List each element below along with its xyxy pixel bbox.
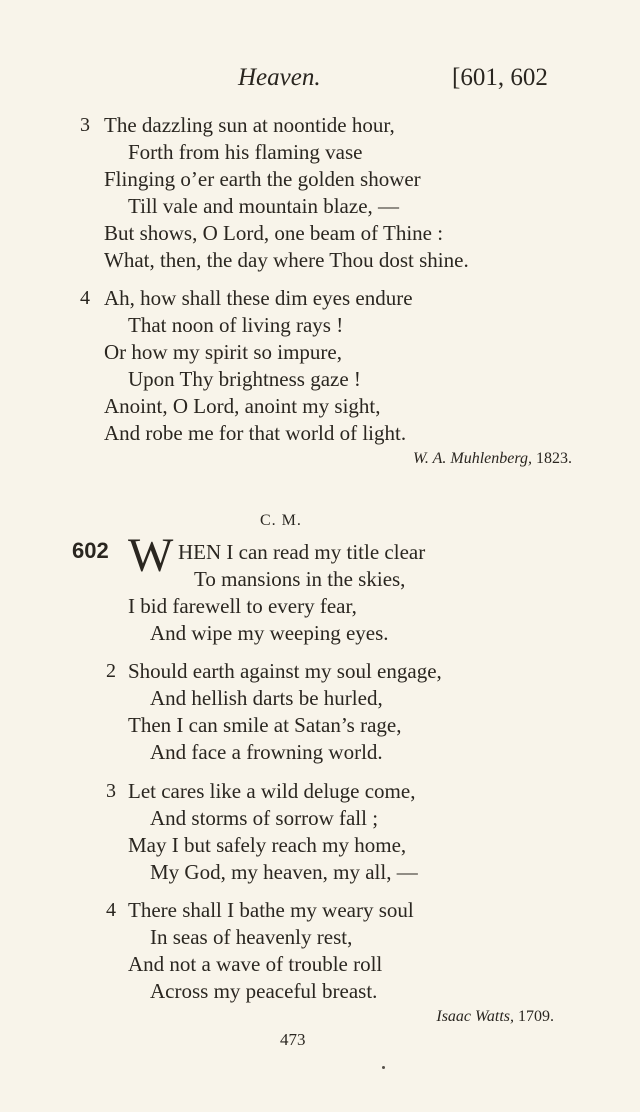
author-name: Isaac Watts, bbox=[436, 1008, 514, 1025]
verse-line: Till vale and mountain blaze, — bbox=[128, 194, 400, 218]
verse-line: There shall I bathe my weary soul bbox=[128, 898, 414, 922]
author-attribution bbox=[436, 1008, 554, 1026]
drop-cap-letter: W bbox=[128, 529, 174, 582]
verse-line: Let cares like a wild deluge come, bbox=[128, 779, 416, 803]
verse-line: I bid farewell to every fear, bbox=[128, 594, 357, 618]
stanza-number: 4 bbox=[80, 287, 90, 309]
verse-line: Then I can smile at Satan’s rage, bbox=[128, 713, 402, 737]
verse-line: And wipe my weeping eyes. bbox=[150, 621, 389, 645]
page-number: 473 bbox=[280, 1030, 306, 1049]
verse-line: Anoint, O Lord, anoint my sight, bbox=[104, 394, 381, 418]
author-name: W. A. Muhlenberg, bbox=[413, 450, 532, 467]
stanza-number: 2 bbox=[106, 660, 116, 682]
verse-line: What, then, the day where Thou dost shine. bbox=[104, 248, 469, 272]
verse-line: Forth from his flaming vase bbox=[128, 140, 363, 164]
verse-line: Should earth against my soul engage, bbox=[128, 659, 442, 683]
verse-line: And hellish darts be hurled, bbox=[150, 686, 383, 710]
verse-line: My God, my heaven, my all, — bbox=[150, 860, 418, 884]
page-header-hymn-range: [601, 602 bbox=[452, 64, 548, 91]
verse-line: Ah, how shall these dim eyes endure bbox=[104, 286, 413, 310]
stanza-number: 3 bbox=[106, 780, 116, 802]
verse-line: To mansions in the skies, bbox=[194, 567, 406, 591]
author-year: 1823. bbox=[536, 450, 572, 467]
verse-line: Across my peaceful breast. bbox=[150, 979, 378, 1003]
verse-line: HEN I can read my title clear bbox=[178, 540, 426, 564]
verse-line: And storms of sorrow fall ; bbox=[150, 806, 379, 830]
meter-label: C. M. bbox=[260, 512, 302, 529]
verse-line: May I but safely reach my home, bbox=[128, 833, 407, 857]
verse-line: And not a wave of trouble roll bbox=[128, 952, 383, 976]
verse-line: But shows, O Lord, one beam of Thine : bbox=[104, 221, 444, 245]
ink-speck bbox=[382, 1066, 385, 1069]
stanza-number: 3 bbox=[80, 114, 90, 136]
author-attribution bbox=[413, 450, 572, 468]
verse-line: Or how my spirit so impure, bbox=[104, 340, 342, 364]
author-year: 1709. bbox=[518, 1008, 554, 1025]
verse-line: Flinging o’er earth the golden shower bbox=[104, 167, 421, 191]
verse-line: The dazzling sun at noontide hour, bbox=[104, 113, 395, 137]
stanza-number: 4 bbox=[106, 899, 116, 921]
verse-line: That noon of living rays ! bbox=[128, 313, 344, 337]
verse-line: Upon Thy brightness gaze ! bbox=[128, 367, 361, 391]
page-header-title: Heaven. bbox=[238, 64, 321, 91]
verse-line: And face a frowning world. bbox=[150, 740, 383, 764]
hymn-number: 602 bbox=[72, 538, 109, 563]
verse-line: And robe me for that world of light. bbox=[104, 421, 407, 445]
verse-line: In seas of heavenly rest, bbox=[150, 925, 353, 949]
